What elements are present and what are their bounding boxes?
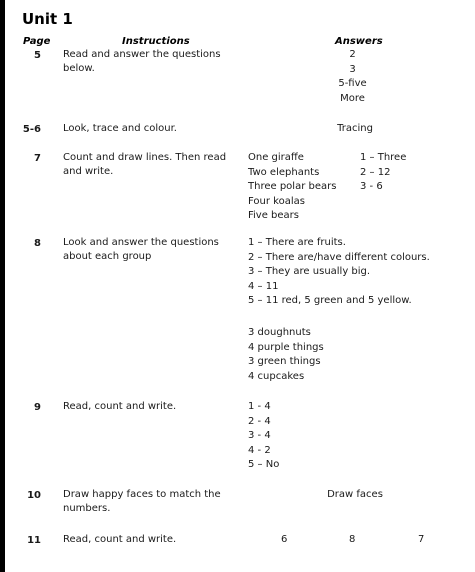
page-number: 7: [34, 153, 41, 164]
instruction-line: numbers.: [63, 503, 111, 514]
answer: 3 - 6: [360, 181, 383, 192]
answer: 2 – 12: [360, 166, 391, 178]
answer: 5-five: [338, 78, 367, 89]
instruction-line: Draw happy faces to match the: [63, 489, 221, 500]
page-number: 5: [34, 50, 41, 61]
answers: [248, 400, 279, 473]
answer: 3 green things: [248, 356, 321, 367]
answers-animals: [248, 151, 336, 224]
instruction-line: and write.: [63, 166, 114, 177]
answer: 2 – There are/have different colours.: [248, 251, 430, 263]
answer: 1 – Three: [360, 152, 407, 163]
page-number: 8: [34, 238, 41, 249]
page-column-header: Page: [23, 36, 51, 47]
instruction-text: [63, 236, 219, 264]
answer: 2 - 4: [248, 415, 271, 427]
answer: 7: [418, 534, 425, 545]
answer: One giraffe: [248, 152, 304, 163]
answer: 1 - 4: [248, 401, 271, 412]
answer: 5 – 11 red, 5 green and 5 yellow.: [248, 295, 412, 306]
page-number: 9: [34, 402, 41, 413]
answer: 3 doughnuts: [248, 327, 311, 338]
answers-questions: [248, 236, 430, 309]
answer: 6: [281, 534, 288, 545]
answer: 4 – 11: [248, 280, 279, 292]
answer: 1 – There are fruits.: [248, 237, 346, 248]
answers-numbers: [360, 151, 406, 195]
answer: More: [340, 92, 365, 104]
instruction-line: Look and answer the questions: [63, 237, 219, 248]
instruction-line: Read, count and write.: [63, 534, 177, 545]
instruction-line: below.: [63, 63, 95, 74]
answer: Five bears: [248, 210, 300, 221]
answer: 4 cupcakes: [248, 370, 305, 382]
page-number: 10: [27, 490, 41, 501]
instruction-line: Read and answer the questions: [63, 49, 221, 60]
instruction-text: [63, 151, 226, 179]
page-number: 11: [27, 535, 41, 546]
answer: 5 – No: [248, 459, 280, 470]
answer: Tracing: [337, 123, 373, 134]
instruction-text: [63, 48, 221, 76]
left-page-edge: [0, 0, 5, 572]
answer: Three polar bears: [248, 181, 337, 192]
answer: Draw faces: [327, 489, 383, 500]
answers-groups: [248, 326, 324, 384]
instructions-column-header: Instructions: [122, 36, 190, 47]
answer: 4 purple things: [248, 341, 324, 353]
answer: 4 - 2: [248, 444, 271, 456]
unit-title: Unit 1: [22, 10, 73, 28]
answer: 8: [349, 534, 356, 545]
answer: Two elephants: [248, 166, 320, 178]
instruction-line: about each group: [63, 251, 152, 262]
instruction-line: Count and draw lines. Then read: [63, 152, 227, 163]
answer: 2: [349, 49, 356, 60]
page-number: 5-6: [22, 124, 41, 135]
answer: 3 - 4: [248, 430, 271, 441]
answer: 3: [349, 63, 356, 75]
instruction-line: Read, count and write.: [63, 401, 177, 412]
answers-column-header: Answers: [335, 36, 383, 47]
instruction-text: [63, 488, 221, 516]
instruction-line: Look, trace and colour.: [63, 123, 177, 134]
answer: 3 – They are usually big.: [248, 266, 371, 277]
answer: Four koalas: [248, 195, 305, 207]
answers: [300, 48, 405, 106]
